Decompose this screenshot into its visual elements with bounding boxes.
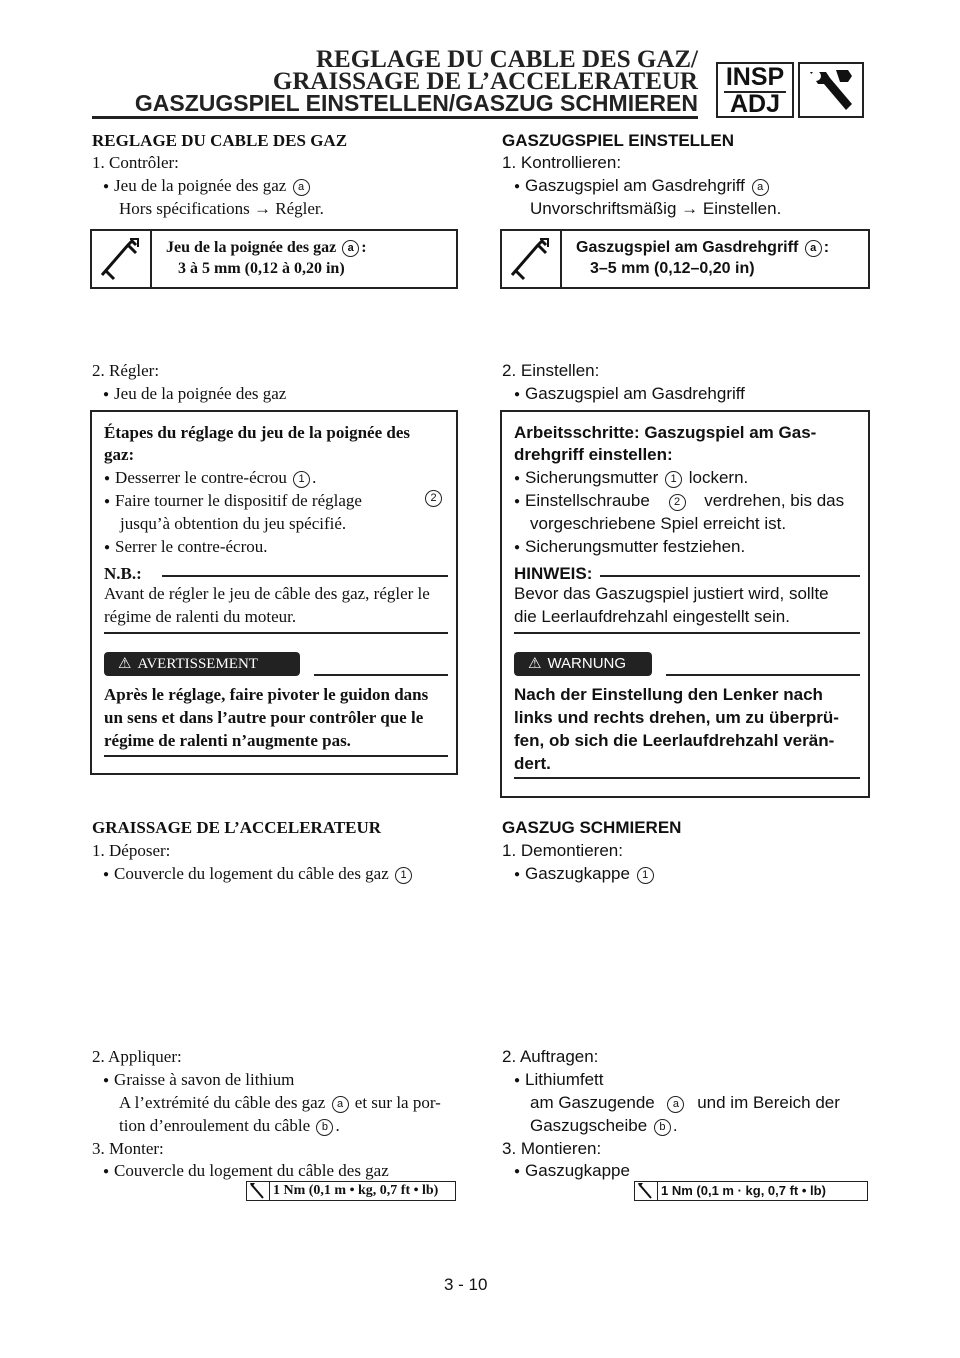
fr-warning-line3: régime de ralenti n’augmente pas. xyxy=(104,731,351,750)
de-s2-step2-line2: Gaszugscheibe b . xyxy=(530,1116,678,1135)
warning-icon: ⚠ xyxy=(528,655,542,672)
de-spec-line1: Gaszugspiel am Gasdrehgriff a : xyxy=(576,239,830,256)
de-torque-value: 1 Nm (0,1 m · kg, 0,7 ft • lb) xyxy=(661,1183,826,1198)
fr-box-bullet3: ● Serrer le contre-écrou. xyxy=(104,536,267,561)
fr-section2-title: GRAISSAGE DE L’ACCELERATEUR xyxy=(92,818,382,837)
de-s2-step3-bullet: ● Gaszugkappe xyxy=(514,1160,630,1185)
wrench-icon xyxy=(798,62,864,118)
de-s2-step2: 2. Auftragen: xyxy=(502,1047,599,1066)
fr-warning-end-rule xyxy=(104,755,448,757)
fr-warning-badge: ⚠ AVERTISSEMENT xyxy=(104,652,300,676)
header-title-line2: GRAISSAGE DE L’ACCELERATEUR xyxy=(272,68,698,95)
torque-wrench-icon xyxy=(635,1182,658,1200)
fr-section1-title: REGLAGE DU CABLE DES GAZ xyxy=(92,131,348,150)
de-box-bullet2: ● Einstellschraube 2 verdrehen, bis das xyxy=(514,490,844,515)
de-warning-end-rule xyxy=(514,777,860,779)
page-number: 3 - 10 xyxy=(444,1275,488,1294)
warning-icon: ⚠ xyxy=(118,656,132,672)
de-procedure-box xyxy=(500,410,870,798)
fr-s2-step3: 3. Monter: xyxy=(92,1139,164,1158)
fr-s2-step2-line2: tion d’enroulement du câble b . xyxy=(119,1116,340,1135)
de-box-title2: drehgriff einstellen: xyxy=(514,445,673,464)
insp-adj-badge xyxy=(716,62,794,118)
fr-spec-box xyxy=(90,229,458,289)
fr-procedure-box xyxy=(90,410,458,775)
de-step1: 1. Kontrollieren: xyxy=(502,153,622,172)
fr-spec-line2: 3 à 5 mm (0,12 à 0,20 in) xyxy=(178,260,345,277)
fr-nb-label: N.B.: xyxy=(104,564,142,583)
de-spec-box xyxy=(500,229,870,289)
de-nb-label: HINWEIS: xyxy=(514,564,593,583)
header-title-line3: GASZUGSPIEL EINSTELLEN/GASZUG SCHMIEREN xyxy=(134,90,698,116)
fr-step1-bullet: ● Jeu de la poignée des gaz a xyxy=(103,175,312,200)
de-warning-line3: fen, ob sich die Leerlaufdrehzahl verän- xyxy=(514,731,835,750)
de-warning-line4: dert. xyxy=(514,754,551,773)
caliper-icon xyxy=(502,231,562,287)
fr-s2-step2-bullet: ● Graisse à savon de lithium xyxy=(103,1069,294,1094)
de-section1-title: GASZUGSPIEL EINSTELLEN xyxy=(502,131,735,150)
de-warning-line1: Nach der Einstellung den Lenker nach xyxy=(514,685,823,704)
fr-s2-step2: 2. Appliquer: xyxy=(92,1047,182,1066)
de-box-bullet1: ● Sicherungsmutter 1 lockern. xyxy=(514,467,748,492)
fr-warning-rule xyxy=(314,674,448,676)
de-box-title1: Arbeitsschritte: Gaszugspiel am Gas- xyxy=(514,423,817,442)
de-s2-step1-bullet: ● Gaszugkappe 1 xyxy=(514,863,656,888)
header-rule xyxy=(92,116,698,119)
callout-a: a xyxy=(293,179,310,196)
de-step1-bullet: ● Gaszugspiel am Gasdrehgriff a xyxy=(514,175,771,200)
fr-torque-value: 1 Nm (0,1 m • kg, 0,7 ft • lb) xyxy=(273,1183,439,1198)
header-title-line1: REGLAGE DU CABLE DES GAZ/ xyxy=(315,46,698,73)
fr-step2: 2. Régler: xyxy=(92,361,160,380)
fr-nb-line2: régime de ralenti du moteur. xyxy=(104,607,297,626)
fr-box-bullet2-cont: jusqu’à obtention du jeu spécifié. xyxy=(120,514,347,533)
de-nb-rule xyxy=(600,575,860,577)
fr-warning-line1: Après le réglage, faire pivoter le guidon dans xyxy=(104,685,429,704)
badge-bottom-label: ADJ xyxy=(729,90,780,118)
fr-box-title1: Étapes du réglage du jeu de la poignée des xyxy=(104,423,411,442)
de-s2-step3: 3. Montieren: xyxy=(502,1139,602,1158)
de-step1-note: Unvorschriftsmäßig → Einstellen. xyxy=(530,199,782,218)
de-warning-line2: links und rechts drehen, um zu überprü- xyxy=(514,708,839,727)
fr-nb-rule xyxy=(162,575,448,577)
badge-top-label: INSP xyxy=(725,63,785,91)
fr-nb-line1: Avant de régler le jeu de câble des gaz, régler le xyxy=(104,584,430,603)
fr-s2-step3-bullet: ● Couvercle du logement du câble des gaz xyxy=(103,1160,389,1185)
fr-step1-note: Hors spécifications → Régler. xyxy=(119,199,324,218)
de-warning-rule xyxy=(666,674,860,676)
de-nb-line2: die Leerlaufdrehzahl eingestellt sein. xyxy=(514,607,790,626)
fr-step1: 1. Contrôler: xyxy=(92,153,179,172)
fr-s2-step1: 1. Déposer: xyxy=(92,841,171,860)
de-warning-badge: ⚠ WARNUNG xyxy=(514,652,652,676)
de-s2-step2-bullet: ● Lithiumfett xyxy=(514,1069,603,1094)
de-step2: 2. Einstellen: xyxy=(502,361,600,380)
fr-box-title2: gaz: xyxy=(104,445,135,464)
torque-wrench-icon xyxy=(247,1182,270,1200)
de-s2-step1: 1. Demontieren: xyxy=(502,841,623,860)
de-box-bullet3: ● Sicherungsmutter festziehen. xyxy=(514,536,745,561)
fr-torque-box xyxy=(246,1181,456,1201)
de-spec-line2: 3–5 mm (0,12–0,20 in) xyxy=(590,260,755,277)
de-section2-title: GASZUG SCHMIEREN xyxy=(502,818,682,837)
fr-s2-step2-line1: A l’extrémité du câble des gaz a et sur la por- xyxy=(119,1093,441,1112)
fr-step2-bullet: ● Jeu de la poignée des gaz xyxy=(103,383,286,408)
fr-warning-line2: un sens et dans l’autre pour contrôler que le xyxy=(104,708,424,727)
de-nb-end-rule xyxy=(514,632,860,634)
fr-nb-end-rule xyxy=(104,632,448,634)
fr-spec-line1: Jeu de la poignée des gaz a : xyxy=(166,239,367,256)
fr-s2-step1-bullet: ● Couvercle du logement du câble des gaz 1 xyxy=(103,863,414,888)
de-nb-line1: Bevor das Gaszugspiel justiert wird, sollte xyxy=(514,584,829,603)
de-s2-step2-line1: am Gaszugende a und im Bereich der xyxy=(530,1093,840,1112)
de-torque-box xyxy=(634,1181,868,1201)
fr-box-bullet1: ● Desserrer le contre-écrou 1 . xyxy=(104,467,316,492)
de-step2-bullet: ● Gaszugspiel am Gasdrehgriff xyxy=(514,383,745,408)
de-box-bullet2-cont: vorgeschriebene Spiel erreicht ist. xyxy=(530,514,787,533)
fr-box-bullet2: ● Faire tourner le dispositif de réglage 2 xyxy=(104,490,444,515)
caliper-icon xyxy=(92,231,152,287)
